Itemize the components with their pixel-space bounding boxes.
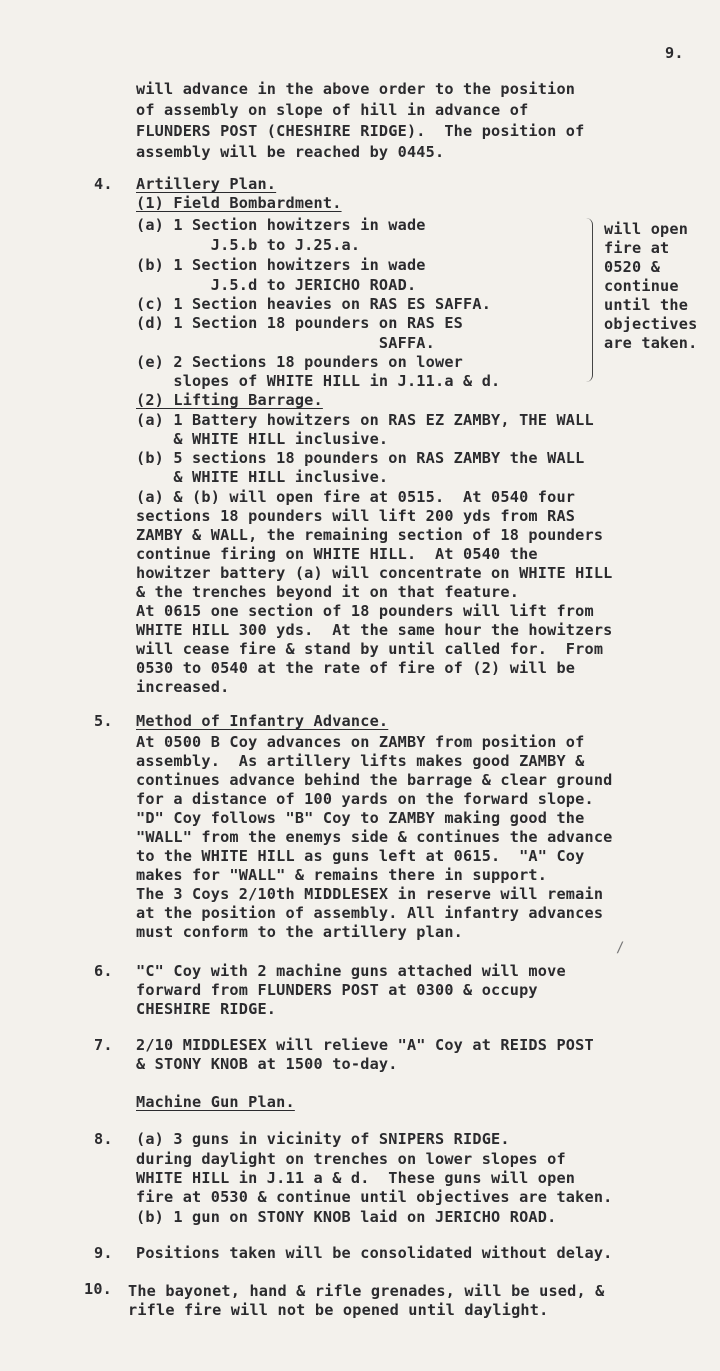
- paragraph-line: 2/10 MIDDLESEX will relieve "A" Coy at REIDS POST: [136, 1036, 594, 1054]
- field-item: (b) 1 Section howitzers in wade: [136, 256, 426, 274]
- lifting-item: (a) 1 Battery howitzers on RAS EZ ZAMBY, THE WALL: [136, 411, 594, 429]
- paragraph-line: to the WHITE HILL as guns left at 0615. "A" Coy: [136, 847, 585, 865]
- lifting-item: (b) 5 sections 18 pounders on RAS ZAMBY the WALL: [136, 449, 585, 467]
- paragraph-line: fire at 0530 & continue until objectives are taken.: [136, 1188, 613, 1206]
- paragraph-line: The bayonet, hand & rifle grenades, will be used, &: [128, 1282, 605, 1300]
- intro-line: of assembly on slope of hill in advance of: [136, 101, 529, 119]
- field-item: (a) 1 Section howitzers in wade: [136, 216, 426, 234]
- section-number: 6.: [94, 962, 113, 980]
- section-number: 10.: [84, 1280, 113, 1298]
- lifting-item: & WHITE HILL inclusive.: [136, 468, 389, 486]
- subsection-heading: (2) Lifting Barrage.: [136, 391, 323, 409]
- paragraph-line: (a) 3 guns in vicinity of SNIPERS RIDGE.: [136, 1130, 510, 1148]
- paragraph-line: for a distance of 100 yards on the forward slope.: [136, 790, 594, 808]
- side-note-line: continue: [604, 277, 679, 295]
- field-item: SAFFA.: [136, 334, 435, 352]
- paragraph-line: at the position of assembly. All infantry advances: [136, 904, 604, 922]
- side-note-line: will open: [604, 220, 689, 238]
- paragraph-line: during daylight on trenches on lower slopes of: [136, 1150, 566, 1168]
- section-number: 5.: [94, 712, 113, 730]
- paragraph-line: The 3 Coys 2/10th MIDDLESEX in reserve will remain: [136, 885, 604, 903]
- paragraph-line: At 0500 B Coy advances on ZAMBY from position of: [136, 733, 585, 751]
- lifting-text-line: increased.: [136, 678, 230, 696]
- lifting-text-line: howitzer battery (a) will concentrate on WHITE HILL: [136, 564, 613, 582]
- lifting-text-line: ZAMBY & WALL, the remaining section of 18 pounders: [136, 526, 604, 544]
- bracket: [586, 218, 593, 382]
- field-item: slopes of WHITE HILL in J.11.a & d.: [136, 372, 501, 390]
- side-note-line: 0520 &: [604, 258, 661, 276]
- section-number: 7.: [94, 1036, 113, 1054]
- subsection-heading: Machine Gun Plan.: [136, 1093, 295, 1111]
- lifting-text-line: At 0615 one section of 18 pounders will lift from: [136, 602, 594, 620]
- paragraph-line: assembly. As artillery lifts makes good ZAMBY &: [136, 752, 585, 770]
- paragraph-line: "D" Coy follows "B" Coy to ZAMBY making good the: [136, 809, 585, 827]
- paragraph-line: "WALL" from the enemys side & continues the advance: [136, 828, 613, 846]
- field-item: (e) 2 Sections 18 pounders on lower: [136, 353, 464, 371]
- paragraph-line: forward from FLUNDERS POST at 0300 & occupy: [136, 981, 538, 999]
- section-number: 8.: [94, 1130, 113, 1148]
- paragraph-line: "C" Coy with 2 machine guns attached will move: [136, 962, 566, 980]
- paragraph-line: (b) 1 gun on STONY KNOB laid on JERICHO ROAD.: [136, 1208, 557, 1226]
- page-number: 9.: [665, 44, 684, 62]
- side-note-line: fire at: [604, 239, 670, 257]
- intro-line: FLUNDERS POST (CHESHIRE RIDGE). The position of: [136, 122, 585, 140]
- lifting-text-line: 0530 to 0540 at the rate of fire of (2) will be: [136, 659, 576, 677]
- section-number: 9.: [94, 1244, 113, 1262]
- lifting-text-line: sections 18 pounders will lift 200 yds from RAS: [136, 507, 576, 525]
- paragraph-line: must conform to the artillery plan.: [136, 923, 464, 941]
- side-note-line: until the: [604, 296, 689, 314]
- field-item: (c) 1 Section heavies on RAS ES SAFFA.: [136, 295, 492, 313]
- paragraph-line: continues advance behind the barrage & clear ground: [136, 771, 613, 789]
- lifting-text-line: & the trenches beyond it on that feature.: [136, 583, 520, 601]
- paragraph-line: makes for "WALL" & remains there in support.: [136, 866, 548, 884]
- field-item: J.5.b to J.25.a.: [136, 236, 361, 254]
- section-title: Artillery Plan.: [136, 175, 277, 193]
- lifting-text-line: (a) & (b) will open fire at 0515. At 0540 four: [136, 488, 576, 506]
- subsection-heading: (1) Field Bombardment.: [136, 194, 342, 212]
- paragraph-line: WHITE HILL in J.11 a & d. These guns will open: [136, 1169, 576, 1187]
- lifting-text-line: WHITE HILL 300 yds. At the same hour the howitzers: [136, 621, 613, 639]
- side-note-line: objectives: [604, 315, 698, 333]
- intro-line: will advance in the above order to the position: [136, 80, 576, 98]
- field-item: J.5.d to JERICHO ROAD.: [136, 276, 417, 294]
- intro-line: assembly will be reached by 0445.: [136, 143, 445, 161]
- paragraph-line: rifle fire will not be opened until daylight.: [128, 1301, 549, 1319]
- section-title: Method of Infantry Advance.: [136, 712, 389, 730]
- field-item: (d) 1 Section 18 pounders on RAS ES: [136, 314, 464, 332]
- side-note-line: are taken.: [604, 334, 698, 352]
- lifting-text-line: will cease fire & stand by until called for. From: [136, 640, 604, 658]
- paragraph-line: & STONY KNOB at 1500 to-day.: [136, 1055, 398, 1073]
- pencil-tick-mark: /: [616, 940, 625, 956]
- lifting-text-line: continue firing on WHITE HILL. At 0540 the: [136, 545, 538, 563]
- paragraph-line: Positions taken will be consolidated without delay.: [136, 1244, 613, 1262]
- lifting-item: & WHITE HILL inclusive.: [136, 430, 389, 448]
- paragraph-line: CHESHIRE RIDGE.: [136, 1000, 277, 1018]
- section-number: 4.: [94, 175, 113, 193]
